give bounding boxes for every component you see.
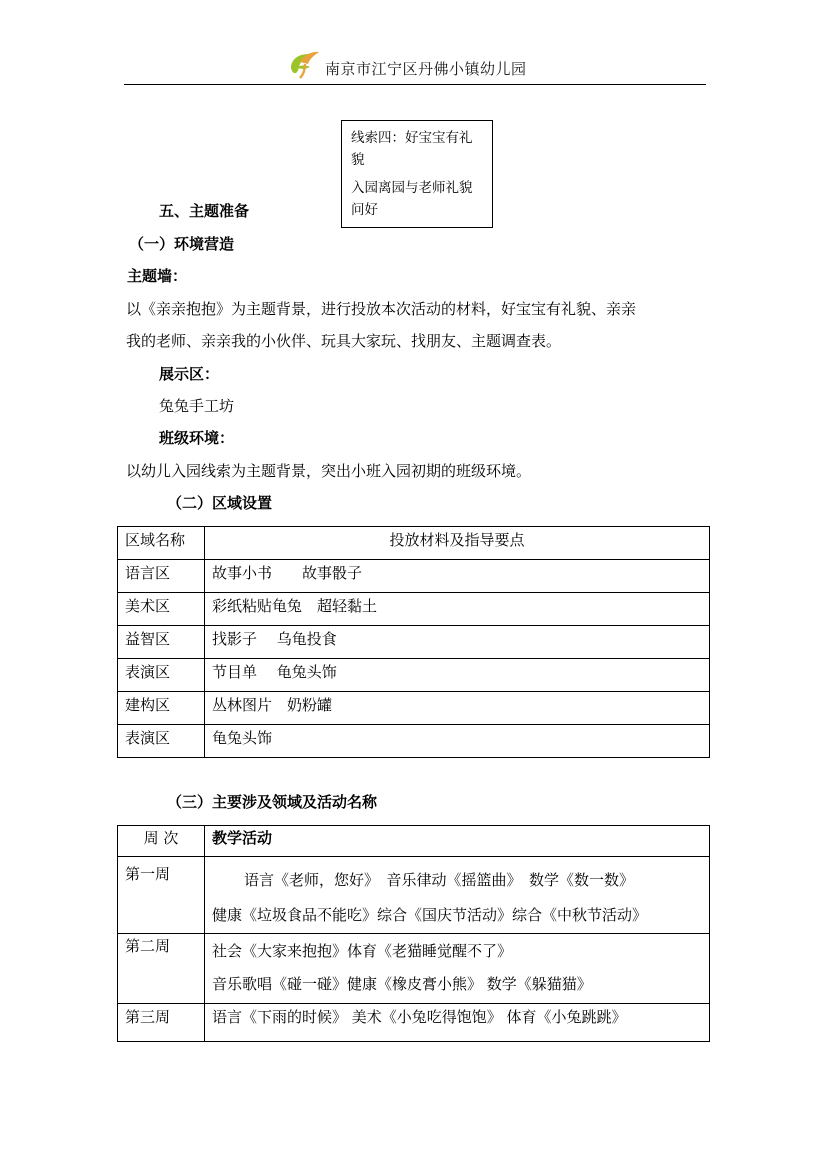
theme-wall-text-1: 以《亲亲抱抱》为主题背景，进行投放本次活动的材料，好宝宝有礼貌、亲亲 bbox=[126, 300, 637, 318]
domain-heading: （三）主要涉及领域及活动名称 bbox=[167, 793, 378, 811]
table-row bbox=[118, 934, 710, 1004]
header-materials: 投放材料及指导要点 bbox=[205, 527, 710, 560]
area-materials: 故事小书 故事骰子 bbox=[205, 560, 710, 593]
school-logo-icon bbox=[287, 48, 321, 80]
clue-title: 线索四：好宝宝有礼貌 bbox=[351, 130, 473, 168]
class-env-text: 以幼儿入园线索为主题背景，突出小班入园初期的班级环境。 bbox=[126, 462, 532, 480]
week-label: 第二周 bbox=[118, 934, 205, 1004]
school-name: 南京市江宁区丹佛小镇幼儿园 bbox=[325, 60, 527, 78]
table-header-row bbox=[118, 826, 710, 857]
table-row bbox=[118, 725, 710, 758]
header-week: 周 次 bbox=[118, 826, 205, 857]
area-materials: 彩纸粘贴龟兔 超轻黏土 bbox=[205, 593, 710, 626]
week-activities bbox=[205, 1004, 710, 1042]
display-text: 兔兔手工坊 bbox=[159, 397, 235, 415]
table-row bbox=[118, 560, 710, 593]
area-heading: （二）区域设置 bbox=[167, 494, 273, 512]
class-env-label: 班级环境： bbox=[159, 429, 235, 447]
area-materials: 丛林图片 奶粉罐 bbox=[205, 692, 710, 725]
area-materials: 龟兔头饰 bbox=[205, 725, 710, 758]
theme-wall-text-2: 我的老师、亲亲我的小伙伴、玩具大家玩、找朋友、主题调查表。 bbox=[126, 332, 562, 350]
week-activities bbox=[205, 934, 710, 1004]
page-header bbox=[0, 44, 827, 84]
header-area-name: 区域名称 bbox=[118, 527, 205, 560]
display-label: 展示区： bbox=[159, 365, 220, 383]
table-row bbox=[118, 593, 710, 626]
clue-box bbox=[341, 120, 493, 228]
table-header-row bbox=[118, 527, 710, 560]
table-row bbox=[118, 857, 710, 934]
area-materials: 节目单 龟兔头饰 bbox=[205, 659, 710, 692]
week-label: 第三周 bbox=[118, 1004, 205, 1042]
activity-line: 语言《老师，您好》 音乐律动《摇篮曲》 数学《数一数》 bbox=[244, 871, 635, 889]
header-activities: 教学活动 bbox=[205, 826, 710, 857]
header-divider bbox=[124, 84, 706, 85]
activity-line: 社会《大家来抱抱》体育《老猫睡觉醒不了》 bbox=[212, 942, 513, 960]
week-table bbox=[117, 825, 710, 1042]
env-heading: （一）环境营造 bbox=[129, 235, 235, 253]
table-row bbox=[118, 1004, 710, 1042]
area-name: 益智区 bbox=[118, 626, 205, 659]
area-name: 表演区 bbox=[118, 725, 205, 758]
week-label: 第一周 bbox=[118, 857, 205, 934]
section-heading: 五、主题准备 bbox=[159, 202, 250, 220]
clue-content: 入园离园与老师礼貌问好 bbox=[351, 180, 473, 218]
activity-line: 语言《下雨的时候》 美术《小兔吃得饱饱》 体育《小兔跳跳》 bbox=[212, 1008, 627, 1026]
week-activities bbox=[205, 857, 710, 934]
area-materials: 找影子 乌龟投食 bbox=[205, 626, 710, 659]
area-name: 建构区 bbox=[118, 692, 205, 725]
theme-wall-label: 主题墙： bbox=[127, 267, 188, 285]
area-table bbox=[117, 526, 710, 758]
activity-line: 音乐歌唱《碰一碰》健康《橡皮膏小熊》 数学《躲猫猫》 bbox=[212, 975, 592, 993]
area-name: 表演区 bbox=[118, 659, 205, 692]
table-row bbox=[118, 659, 710, 692]
activity-line: 健康《垃圾食品不能吃》综合《国庆节活动》综合《中秋节活动》 bbox=[212, 906, 648, 924]
area-name: 语言区 bbox=[118, 560, 205, 593]
table-row bbox=[118, 626, 710, 659]
area-name: 美术区 bbox=[118, 593, 205, 626]
table-row bbox=[118, 692, 710, 725]
